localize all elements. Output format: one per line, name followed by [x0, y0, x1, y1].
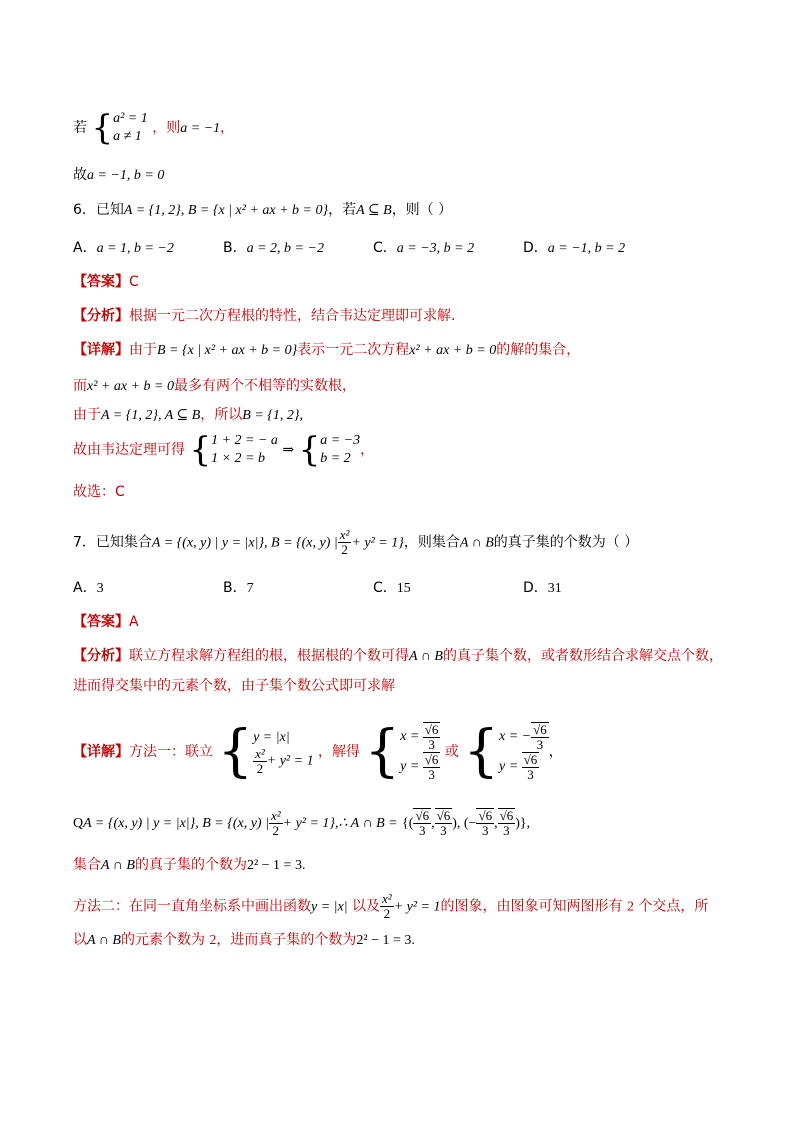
q7-frac-d: 2 — [256, 760, 264, 776]
q7-result-line — [73, 808, 530, 838]
q7-stem-post: 的真子集的个数为（ ） — [493, 534, 639, 551]
result-a: a = −1 — [180, 121, 221, 136]
q7-q-result-mid: ), ( — [452, 816, 469, 831]
q7-stem-mid: ，则集合 — [403, 534, 460, 551]
q7-sqrt6: √6 — [478, 808, 493, 823]
text-therefore: 故 — [73, 167, 87, 183]
q7-m3-pre: 以 — [73, 932, 87, 948]
q7-stem-pre: 7．已知集合 — [73, 534, 152, 551]
q7-frac-n: x² — [270, 807, 281, 823]
q6-analysis — [73, 306, 455, 326]
vieta-system: { 1 + 2 = − a 1 × 2 = b — [189, 430, 278, 470]
q6-detail-1 — [73, 340, 580, 361]
q7-m1-s2-post: + y² = 1 — [266, 753, 314, 769]
q7-m3-mid: 的元素个数为 — [120, 932, 205, 948]
solution-2: { x = − $\frac{√6}{3}$ y = $\frac{√6}{3}$ — [463, 719, 547, 784]
q7-frac-n: x² — [339, 527, 350, 542]
q6-d2-post: 最多有两个不相等的实数根， — [173, 378, 356, 394]
q7-frac-d: 2 — [272, 822, 280, 838]
q7-three: 3 — [428, 767, 435, 782]
q6-stem-mid: ，若 — [328, 202, 357, 218]
q6-sets: A = {1, 2}, B = {x | x² + ax + b = 0} — [123, 203, 329, 218]
q7-comma: , — [494, 816, 498, 831]
q7-m3-two: 2 — [209, 933, 217, 948]
q7-q-set-post: + y² = 1},∴ A ∩ B = — [282, 816, 398, 831]
q7-sqrt6: √6 — [424, 752, 439, 767]
q7-c1-pre: 集合 — [73, 857, 101, 873]
q7-options-0-label: A． — [73, 580, 97, 596]
q7-m1-y: y = — [498, 759, 519, 775]
q7-minus: − — [468, 816, 477, 831]
q6-d1-pre: 由于 — [129, 342, 157, 358]
joint-system: { y = |x| $\frac{\text{x²}}{2}$ + y² = 1 — [217, 719, 314, 784]
q7-count-line — [73, 855, 305, 876]
q7-q-result-close: )}, — [515, 816, 531, 831]
q7-option-b — [223, 578, 373, 599]
q7-sqrt6: √6 — [499, 808, 514, 823]
q7-inter: A ∩ B — [459, 535, 494, 551]
q6-choose-val: C — [115, 484, 125, 500]
q6-options-1-text: a = 2, b = −2 — [246, 241, 324, 256]
q7-m2-f: y = |x| — [311, 899, 348, 915]
q6-options-0-label: A． — [73, 240, 97, 256]
q7-analysis-tag: 【分析】 — [73, 648, 129, 664]
q6-options-1-label: B． — [223, 240, 247, 256]
q7-m2-pre: 方法二：在同一直角坐标系中画出函数 — [73, 898, 311, 915]
q7-options — [73, 578, 673, 599]
q7-set-b-post: + y² = 1} — [351, 535, 404, 551]
q7-analysis-1c: 的真子集个数，或者数形结合求解交点个数， — [442, 648, 723, 664]
q7-three: 3 — [419, 823, 426, 838]
answer-value: C — [129, 274, 139, 290]
solution-1: { x = $\frac{√6}{3}$ y = $\frac{√6}{3}$ — [364, 719, 439, 784]
text-comma: ， — [220, 120, 235, 136]
q7-options-3-text: 31 — [547, 581, 562, 596]
q7-option-a — [73, 578, 223, 599]
analysis-tag: 【分析】 — [73, 308, 129, 324]
q7-m1-pre: 方法一：联立 — [129, 744, 213, 760]
q7-options-3-label: D． — [523, 580, 548, 596]
q7-set-a: A = {(x, y) | y = |x|}, B = {(x, y) | — [151, 535, 338, 551]
q6-d3-mid: ，所以 — [200, 407, 243, 423]
q6-d4-s1: 1 + 2 = − a — [211, 433, 278, 448]
condition-line — [73, 110, 234, 146]
q7-m2-post: 的图象，由图象可知两图形有 — [440, 898, 623, 915]
q6-d1-mid: 表示一元二次方程 — [297, 342, 410, 358]
detail-tag: 【详解】 — [73, 342, 129, 358]
q7-sqrt6: √6 — [523, 752, 538, 767]
q7-three: 3 — [482, 823, 489, 838]
q7-m2-two: 2 — [626, 899, 634, 915]
q7-frac-n: x² — [382, 891, 392, 906]
q7-frac-d: 2 — [383, 906, 391, 921]
q6-option-b — [223, 238, 373, 259]
q7-minus: − — [521, 729, 532, 745]
q7-method-1 — [73, 719, 563, 784]
q7-sqrt6: √6 — [436, 808, 451, 823]
q7-answer — [73, 612, 139, 632]
q7-sqrt6: √6 — [533, 722, 547, 737]
q7-options-0-text: 3 — [96, 581, 104, 596]
q6-options-2-label: C． — [373, 240, 397, 256]
q7-frac-n: x² — [255, 745, 265, 761]
q6-options — [73, 238, 673, 259]
q7-sqrt6: √6 — [415, 808, 430, 823]
q6-stem-post: ，则（ ） — [391, 202, 453, 218]
q6-options-3-label: D． — [523, 240, 548, 256]
q7-three: 3 — [428, 737, 435, 752]
q7-m3-inter: A ∩ B — [87, 933, 121, 948]
q7-m1-x: x = — [400, 729, 420, 745]
q7-method-2 — [73, 892, 708, 921]
q7-m1-s1: y = |x| — [253, 729, 290, 745]
q7-answer-tag: 【答案】 — [73, 614, 129, 630]
q7-analysis-1b: A ∩ B — [409, 649, 443, 664]
q6-d3-pre: 由于 — [73, 407, 101, 423]
q6-options-0-text: a = 1, b = −2 — [96, 241, 174, 256]
q7-m2-end: 个交点，所 — [638, 898, 709, 915]
q6-answer — [73, 272, 139, 292]
q7-answer: A — [129, 614, 139, 630]
q6-options-2-text: a = −3, b = 2 — [396, 241, 475, 256]
fraction — [338, 528, 352, 557]
q7-m1-end: ， — [548, 745, 563, 760]
q6-stem — [73, 200, 452, 221]
q6-d4-arrow: ⇒ — [282, 443, 295, 458]
q6-option-a — [73, 238, 223, 259]
q7-comma: , — [431, 816, 435, 831]
q7-m3-post: ，进而真子集的个数为 — [216, 932, 357, 948]
system-row-2: a ≠ 1 — [113, 129, 142, 144]
q6-d1-set: B = {x | x² + ax + b = 0} — [157, 343, 298, 358]
q7-q-pre: Q — [73, 816, 84, 831]
q7-frac-d: 2 — [341, 542, 348, 557]
q7-c1-inter: A ∩ B — [101, 858, 135, 873]
q6-d4-post: ， — [360, 442, 375, 458]
q7-sqrt6: √6 — [424, 722, 439, 737]
q6-d4-pre: 故由韦达定理可得 — [73, 442, 185, 458]
q7-detail-tag: 【详解】 — [73, 744, 129, 760]
q7-options-2-text: 15 — [396, 581, 411, 596]
q7-q-result-open: {( — [402, 816, 414, 831]
q6-d2-eq: x² + ax + b = 0 — [87, 379, 174, 394]
q6-options-3-text: a = −1, b = 2 — [547, 241, 626, 256]
q6-option-d — [523, 238, 673, 259]
answer-tag: 【答案】 — [73, 274, 129, 290]
q7-three: 3 — [440, 823, 447, 838]
condition-system: { a² = 1 a ≠ 1 — [91, 108, 148, 148]
q7-three: 3 — [503, 823, 510, 838]
q6-d4-r1: a = −3 — [320, 433, 361, 448]
q6-detail-3 — [73, 405, 303, 426]
q6-choose: 故选： — [73, 484, 115, 500]
q6-d2-pre: 而 — [73, 378, 87, 394]
q7-analysis-1a: 联立方程求解方程组的根，根据根的个数可得 — [129, 648, 409, 664]
q6-detail-2 — [73, 376, 356, 397]
q7-c1-val: 2² − 1 = 3. — [246, 858, 306, 873]
system-row-1: a² = 1 — [113, 111, 148, 126]
q6-d1-eq: x² + ax + b = 0 — [409, 343, 497, 358]
q7-m1-y: y = — [400, 759, 420, 775]
q7-analysis-2 — [73, 676, 395, 696]
q7-options-2-label: C． — [373, 580, 397, 596]
q7-stem — [73, 528, 638, 557]
conclusion-line — [73, 165, 164, 186]
final-values: a = −1, b = 0 — [87, 168, 165, 183]
q7-q-set: A = {(x, y) | y = |x|}, B = {(x, y) | — [83, 816, 269, 831]
q7-option-c — [373, 578, 523, 599]
q7-options-1-label: B． — [223, 580, 247, 596]
analysis-text: 根据一元二次方程根的特性，结合韦达定理即可求解. — [129, 308, 456, 324]
q6-d3-a: A = {1, 2}, A ⊆ B — [101, 408, 201, 423]
q7-option-d — [523, 578, 673, 599]
q7-method-2-cont — [73, 930, 415, 951]
q6-d1-post: 的解的集合， — [496, 342, 581, 358]
q7-three: 3 — [536, 737, 544, 752]
q7-m3-val: 2² − 1 = 3. — [356, 933, 415, 948]
text-then: ，则 — [152, 120, 181, 136]
q6-d4-r2: b = 2 — [320, 451, 351, 466]
q7-analysis-2: 进而得交集中的元素个数，由子集个数公式即可求解 — [73, 678, 395, 694]
q7-three: 3 — [527, 767, 534, 782]
q6-stem-pre: 6．已知 — [73, 202, 124, 218]
q7-m1-or: 或 — [444, 744, 459, 760]
text-if: 若 — [73, 120, 87, 136]
q6-detail-4 — [73, 432, 374, 468]
q6-d3-b: B = {1, 2}, — [242, 408, 303, 423]
q6-option-c — [373, 238, 523, 259]
q6-d4-s2: 1 × 2 = b — [211, 451, 265, 466]
q7-m2-mid: 以及 — [352, 898, 381, 915]
q7-m1-x: x = — [498, 729, 519, 745]
q6-subset: A ⊆ B — [356, 203, 392, 218]
q7-m1-solve: ，解得 — [318, 744, 361, 760]
q7-m2-eq-post: + y² = 1 — [393, 899, 441, 915]
vieta-result: { a = −3 b = 2 — [298, 430, 361, 470]
q7-analysis-1 — [73, 646, 723, 667]
q6-choose — [73, 482, 125, 502]
q7-c1-post: 的真子集的个数为 — [134, 857, 247, 873]
q7-options-1-text: 7 — [246, 581, 254, 596]
